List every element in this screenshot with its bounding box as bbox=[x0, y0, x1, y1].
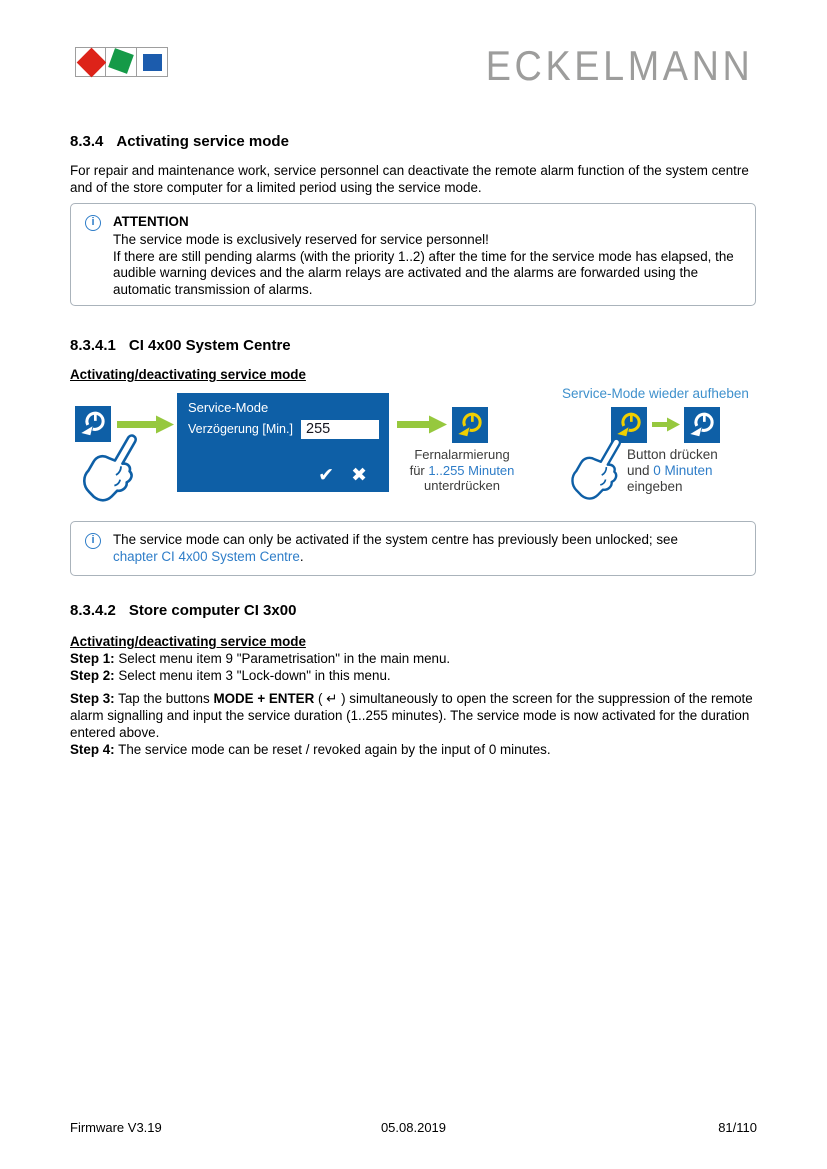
logo-cell-blue bbox=[137, 47, 168, 77]
step-text: Tap the buttons bbox=[114, 691, 214, 706]
section-heading-8-3-4-2 bbox=[70, 602, 296, 619]
step-4 bbox=[70, 741, 760, 758]
section-number: 8.3.4 bbox=[70, 133, 104, 150]
caption-line: Button drücken bbox=[627, 447, 718, 462]
service-mode-button-active bbox=[452, 407, 488, 443]
step-1 bbox=[70, 650, 760, 667]
step-3 bbox=[70, 690, 760, 741]
attention-title: ATTENTION bbox=[113, 214, 189, 229]
info-icon: i bbox=[85, 533, 101, 549]
green-arrow-icon bbox=[397, 415, 447, 434]
delay-label: Verzögerung [Min.] bbox=[188, 422, 293, 436]
info-text-after: . bbox=[299, 548, 304, 564]
attention-line2: If there are still pending alarms (with the priority 1..2) after the time for the service mode has elapsed, the audible warning devices and the alarm relays are activated and the alarms are forwarded using the automatic transmission of alarms. bbox=[113, 248, 734, 298]
step-label: Step 2: bbox=[70, 668, 115, 683]
step-text: ( ↵ ) simultaneously to open the screen for the suppression of the remote alarm signalling and input the service duration (1..255 minutes). The service mode is now activated for the duration entered above. bbox=[70, 691, 753, 740]
green-arrow-icon bbox=[117, 415, 174, 434]
step-text: The service mode can be reset / revoked again by the input of 0 minutes. bbox=[114, 742, 551, 757]
footer-firmware: Firmware V3.19 bbox=[70, 1120, 162, 1135]
logo-green-square bbox=[108, 48, 134, 74]
cancel-x-icon: ✖ bbox=[351, 464, 367, 486]
screen-title: Service-Mode bbox=[188, 400, 269, 415]
step-label: Step 4: bbox=[70, 742, 115, 757]
revoke-caption bbox=[627, 447, 718, 495]
subheading-activating-deactivating: Activating/deactivating service mode bbox=[70, 367, 306, 382]
confirm-check-icon: ✔ bbox=[318, 464, 335, 486]
step-label: Step 3: bbox=[70, 691, 115, 706]
caption-line: eingeben bbox=[627, 479, 683, 494]
attention-line1: The service mode is exclusively reserved for service personnel! bbox=[113, 231, 489, 247]
section-heading-8-3-4 bbox=[70, 133, 289, 150]
step-text: Select menu item 3 "Lock-down" in this menu. bbox=[114, 668, 391, 683]
section-number: 8.3.4.2 bbox=[70, 602, 116, 619]
brand-wordmark: ECKELMANN bbox=[485, 42, 753, 89]
subheading-activating-deactivating: Activating/deactivating service mode bbox=[70, 634, 306, 649]
service-mode-diagram bbox=[70, 386, 757, 516]
green-arrow-icon bbox=[652, 417, 680, 432]
section-title: Store computer CI 3x00 bbox=[128, 602, 297, 619]
service-mode-icon bbox=[684, 407, 720, 443]
section-heading-8-3-4-1 bbox=[70, 337, 291, 354]
step-bold-keys: MODE + ENTER bbox=[213, 691, 315, 706]
section-body: For repair and maintenance work, service personnel can deactivate the remote alarm function of the system centre and of the store computer for a limited period using the service mode. bbox=[70, 163, 749, 195]
logo-blue-square bbox=[143, 54, 162, 71]
attention-box bbox=[70, 203, 756, 306]
service-mode-screen bbox=[177, 393, 389, 492]
footer-date: 05.08.2019 bbox=[380, 1120, 447, 1135]
service-mode-icon bbox=[452, 407, 488, 443]
section-title: CI 4x00 System Centre bbox=[128, 337, 291, 354]
brand-logo bbox=[75, 47, 168, 77]
caption-line: Fernalarmierung bbox=[414, 447, 510, 462]
suppress-caption bbox=[388, 447, 536, 494]
caption-line: unterdrücken bbox=[424, 478, 500, 493]
step-text: Select menu item 9 "Parametrisation" in the main menu. bbox=[114, 651, 451, 666]
step-label: Step 1: bbox=[70, 651, 115, 666]
info-box bbox=[70, 521, 756, 576]
service-mode-button bbox=[684, 407, 720, 443]
footer-page: 81/110 bbox=[718, 1120, 757, 1135]
info-icon: i bbox=[85, 215, 101, 231]
revoke-heading: Service-Mode wieder aufheben bbox=[562, 386, 749, 401]
logo-cell-red bbox=[75, 47, 106, 77]
chapter-link[interactable]: chapter CI 4x00 System Centre bbox=[113, 548, 300, 564]
section-title: Activating service mode bbox=[116, 133, 289, 150]
caption-line: und 0 Minuten bbox=[627, 463, 713, 478]
delay-input: 255 bbox=[301, 420, 379, 439]
caption-line: für 1..255 Minuten bbox=[409, 462, 515, 478]
logo-cell-green bbox=[106, 47, 137, 77]
step-2 bbox=[70, 667, 760, 684]
section-number: 8.3.4.1 bbox=[70, 337, 116, 354]
logo-red-diamond bbox=[77, 48, 107, 78]
info-text: The service mode can only be activated if the system centre has previously been unlocked; see bbox=[113, 532, 678, 547]
